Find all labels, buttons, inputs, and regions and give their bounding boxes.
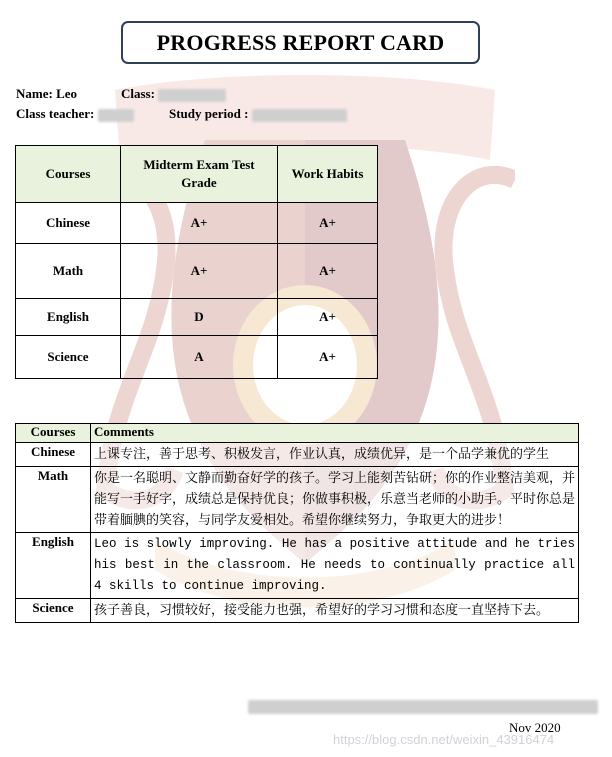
- teacher-field: [16, 106, 134, 122]
- comments-row: [16, 467, 579, 533]
- redacted-footer: [248, 700, 598, 714]
- grades-table: [15, 145, 378, 379]
- comments-table: [15, 423, 579, 623]
- grades-row: [16, 244, 378, 299]
- grades-midterm: A+: [121, 244, 278, 299]
- grades-row: [16, 203, 378, 244]
- grades-header-work-habits: Work Habits: [278, 146, 378, 203]
- grades-midterm: A+: [121, 203, 278, 244]
- study-period-label: Study period :: [169, 106, 249, 121]
- report-title-box: [121, 21, 480, 64]
- grades-course: Science: [16, 336, 121, 379]
- comments-course: Chinese: [16, 443, 91, 467]
- redacted-class: [158, 89, 226, 102]
- grades-row: [16, 299, 378, 336]
- comments-row: [16, 443, 579, 467]
- grades-midterm: A: [121, 336, 278, 379]
- report-date: Nov 2020: [509, 720, 561, 735]
- report-title: PROGRESS REPORT CARD: [156, 29, 445, 55]
- grades-row: [16, 336, 378, 379]
- comments-row: [16, 533, 579, 599]
- comments-header-row: [16, 424, 579, 443]
- grades-midterm: D: [121, 299, 278, 336]
- class-label: Class:: [121, 86, 155, 101]
- grades-header-row: [16, 146, 378, 203]
- comments-text: 上课专注，善于思考、积极发言，作业认真，成绩优异，是一个品学兼优的学生: [91, 443, 579, 467]
- class-field: [121, 86, 226, 102]
- comments-text: Leo is slowly improving. He has a positive attitude and he tries his best in the classroom. He needs to continually practice all 4 skills to continue improving.: [91, 533, 579, 599]
- comments-course: English: [16, 533, 91, 599]
- source-watermark: https://blog.csdn.net/weixin_43916474: [333, 732, 555, 747]
- comments-text: 孩子善良，习惯较好，接受能力也强，希望好的学习习惯和态度一直坚持下去。: [91, 599, 579, 623]
- grades-course: Math: [16, 244, 121, 299]
- student-name-label: Name: Leo: [16, 86, 78, 101]
- comments-course: Math: [16, 467, 91, 533]
- comments-course: Science: [16, 599, 91, 623]
- redacted-teacher: [98, 109, 134, 122]
- redacted-study-period: [252, 109, 347, 122]
- comments-text: 你是一名聪明、文静而勤奋好学的孩子。学习上能刻苦钻研；你的作业整洁美观，并能写一手好字，成绩总是保持优良；你做事积极，乐意当老师的小助手。平时你总是带着腼腆的笑容，与同学友爱相处。希望你继续努力，争取更大的进步！: [91, 467, 579, 533]
- grades-work-habits: A+: [278, 299, 378, 336]
- grades-work-habits: A+: [278, 203, 378, 244]
- grades-header-midterm: Midterm Exam Test Grade: [121, 146, 278, 203]
- grades-course: English: [16, 299, 121, 336]
- comments-header-comments: Comments: [91, 424, 579, 443]
- grades-work-habits: A+: [278, 336, 378, 379]
- class-teacher-label: Class teacher:: [16, 106, 95, 121]
- comments-row: [16, 599, 579, 623]
- comments-header-courses: Courses: [16, 424, 91, 443]
- grades-course: Chinese: [16, 203, 121, 244]
- grades-work-habits: A+: [278, 244, 378, 299]
- grades-header-courses: Courses: [16, 146, 121, 203]
- study-period-field: [169, 106, 347, 122]
